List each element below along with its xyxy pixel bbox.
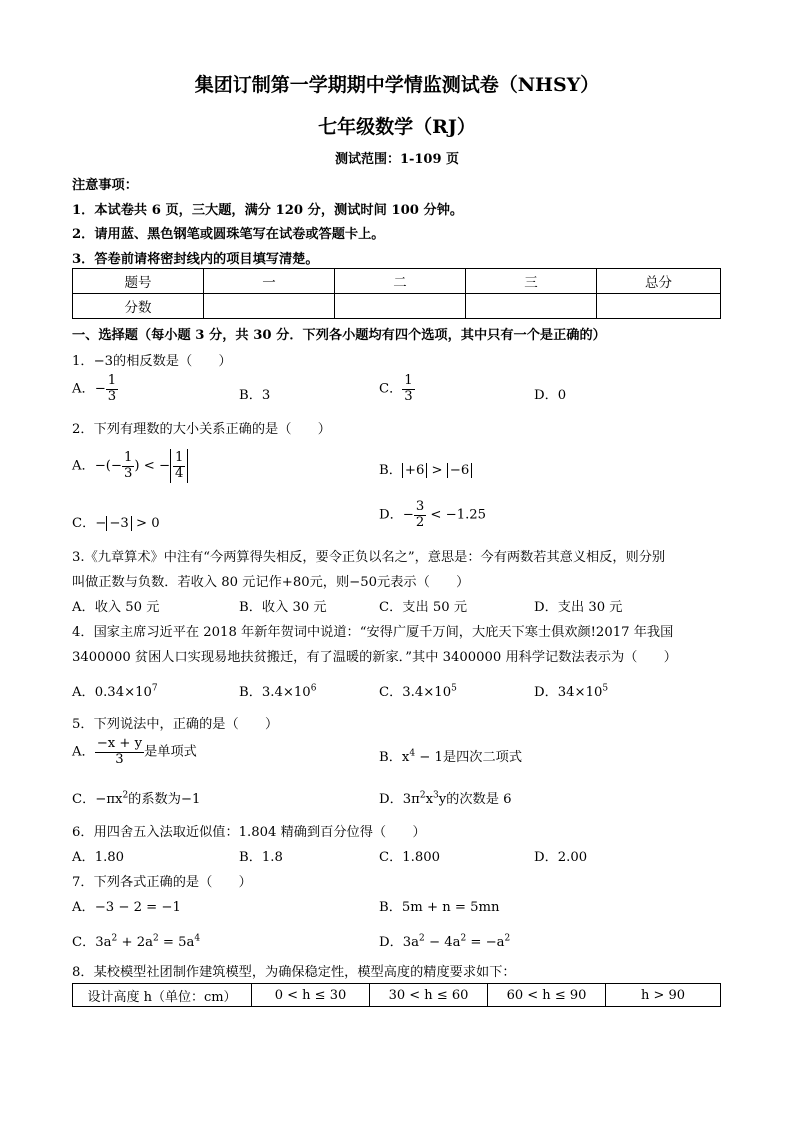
option-a: A．−3 − 2 = −1 bbox=[72, 900, 181, 915]
question-stem: 8．某校模型社团制作建筑模型，为确保稳定性，模型高度的精度要求如下： bbox=[72, 965, 516, 980]
option-a: A．1.80 bbox=[72, 850, 125, 865]
absolute-value: −6 bbox=[447, 463, 472, 478]
option-b: B．3 bbox=[239, 388, 271, 403]
option-b: B．5m + n = 5mn bbox=[379, 900, 500, 915]
table-cell: 一 bbox=[204, 269, 335, 294]
table-cell: h > 90 bbox=[606, 984, 721, 1007]
score-input-cell[interactable] bbox=[466, 294, 597, 319]
option-a: A． $\frac{-x + y}{3}$ 是单项式 bbox=[72, 736, 197, 767]
absolute-value: −3 bbox=[106, 516, 131, 531]
table-cell: 题号 bbox=[73, 269, 204, 294]
notes-heading: 注意事项： bbox=[72, 178, 138, 193]
height-table bbox=[72, 983, 721, 1007]
option-label: A． bbox=[72, 381, 95, 397]
score-input-cell[interactable] bbox=[204, 294, 335, 319]
fraction: $\frac{1}{3}$ bbox=[123, 450, 133, 481]
table-cell: 三 bbox=[466, 269, 597, 294]
math-sign: − bbox=[94, 381, 106, 397]
option-d: D．2.00 bbox=[534, 850, 588, 865]
test-range: 测试范围：1-109 页 bbox=[334, 152, 460, 167]
option-a: A．收入 50 元 bbox=[72, 600, 160, 615]
question-stem: 5．下列说法中，正确的是（ ） bbox=[72, 717, 279, 732]
option-c bbox=[379, 374, 415, 404]
option-b: B．收入 30 元 bbox=[239, 600, 327, 615]
option-b: B．1.8 bbox=[239, 850, 283, 865]
note-item: 2．请用蓝、黑色钢笔或圆珠笔写在试卷或答题卡上。 bbox=[72, 227, 385, 242]
note-item: 1．本试卷共 6 页，三大题，满分 120 分，测试时间 100 分钟。 bbox=[72, 203, 464, 218]
score-input-cell[interactable] bbox=[597, 294, 721, 319]
option-d: D．$34\times 10^5$ bbox=[534, 683, 609, 700]
table-cell: 30 < h ≤ 60 bbox=[370, 984, 488, 1007]
option-d: D．0 bbox=[534, 388, 567, 403]
option-c: C．$3a^2 + 2a^2 = 5a^4$ bbox=[72, 933, 201, 950]
table-cell: 0 < h ≤ 30 bbox=[252, 984, 370, 1007]
question-stem: 1．−3的相反数是（ ） bbox=[72, 354, 232, 369]
option-d: D．$3a^2 - 4a^2 = -a^2$ bbox=[379, 933, 511, 950]
fraction: $\frac{1}{4}$ bbox=[175, 450, 184, 481]
option-c: C．$3.4\times 10^5$ bbox=[379, 683, 457, 700]
score-table-score-row bbox=[73, 294, 721, 319]
fraction: $\frac{-x + y}{3}$ bbox=[96, 736, 143, 767]
option-label: C． bbox=[379, 381, 403, 397]
question-stem: 2．下列有理数的大小关系正确的是（ ） bbox=[72, 422, 331, 437]
table-cell: 设计高度 h（单位：cm） bbox=[73, 984, 252, 1007]
exam-title: 集团订制第一学期期中学情监测试卷（NHSY） bbox=[194, 74, 600, 96]
question-stem: 6．用四舍五入法取近似值：1.804 精确到百分位得（ ） bbox=[72, 825, 426, 840]
score-input-cell[interactable] bbox=[335, 294, 466, 319]
option-c: C．$-\pi x^2$的系数为−1 bbox=[72, 790, 201, 807]
option-a: A．$0.34\times 10^7$ bbox=[72, 683, 158, 700]
option-d: D．支出 30 元 bbox=[534, 600, 623, 615]
question-stem: 叫做正数与负数．若收入 80 元记作+80元，则−50元表示（ ） bbox=[72, 575, 470, 590]
option-a bbox=[72, 374, 118, 404]
option-d: D．$3\pi^2x^3y$的次数是 6 bbox=[379, 790, 512, 807]
note-item: 3．答卷前请将密封线内的项目填写清楚。 bbox=[72, 252, 319, 267]
question-stem: 3400000 贫困人口实现易地扶贫搬迁，有了温暖的新家．”其中 3400000 用科学记数法表示为（ ） bbox=[72, 650, 677, 665]
question-stem: 3.《九章算术》中注有“今两算得失相反，要令正负以名之”，意思是：今有两数若其意义相反，则分别 bbox=[72, 550, 666, 565]
option-b: B．$x^4 - 1$是四次二项式 bbox=[379, 748, 523, 765]
option-d: D．− $\frac{3}{2}$ < −1.25 bbox=[379, 499, 487, 530]
question-stem: 4．国家主席习近平在 2018 年新年贺词中说道：“安得广厦千万间，大庇天下寒士俱欢颜!2017 年我国 bbox=[72, 625, 674, 640]
question-stem: 7．下列各式正确的是（ ） bbox=[72, 875, 252, 890]
option-a: A．−(− $\frac{1}{3}$ ) < − $\frac{1}{4}$ bbox=[72, 449, 188, 483]
option-b: B． +6 > −6 bbox=[379, 459, 472, 478]
option-b: B．$3.4\times 10^6$ bbox=[239, 683, 317, 700]
exam-subtitle: 七年级数学（RJ） bbox=[318, 116, 476, 138]
table-cell: 二 bbox=[335, 269, 466, 294]
table-cell: 分数 bbox=[73, 294, 204, 319]
score-table bbox=[72, 268, 721, 319]
score-table-header-row bbox=[73, 269, 721, 294]
table-row bbox=[73, 984, 721, 1007]
table-cell: 总分 bbox=[597, 269, 721, 294]
fraction: $\frac{1}{3}$ bbox=[107, 373, 117, 404]
option-c: C．− −3 > 0 bbox=[72, 516, 160, 531]
absolute-value: +6 bbox=[402, 463, 427, 478]
fraction: $\frac{3}{2}$ bbox=[415, 499, 425, 530]
section-heading: 一、选择题（每小题 3 分，共 30 分．下列各小题均有四个选项，其中只有一个是正确的） bbox=[72, 328, 606, 343]
absolute-value bbox=[170, 449, 188, 483]
option-c: C．1.800 bbox=[379, 850, 441, 865]
table-cell: 60 < h ≤ 90 bbox=[488, 984, 606, 1007]
option-c: C．支出 50 元 bbox=[379, 600, 468, 615]
fraction: $\frac{1}{3}$ bbox=[404, 373, 413, 404]
